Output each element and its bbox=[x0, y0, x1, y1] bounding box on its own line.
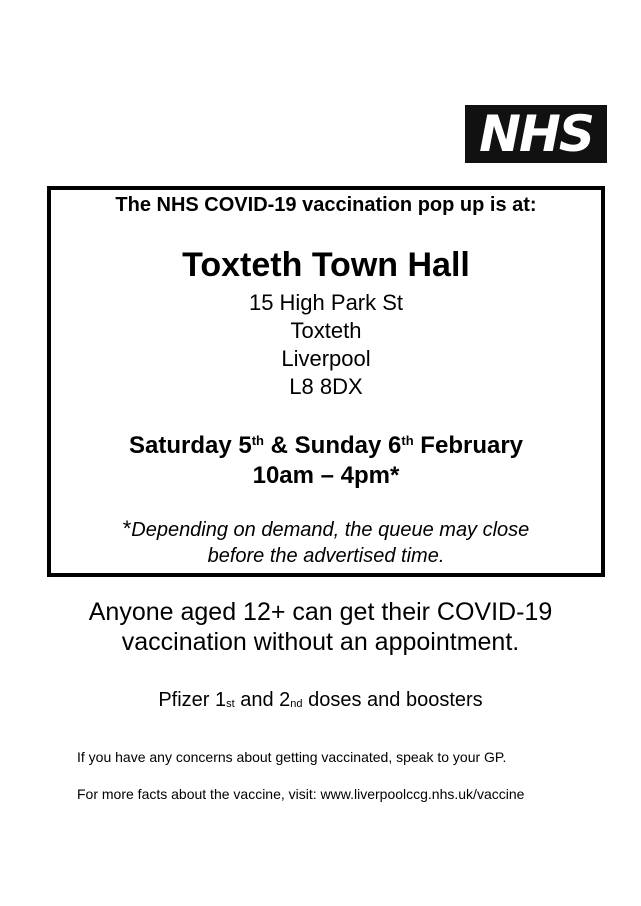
walkin-message bbox=[0, 597, 641, 657]
event-day1: Saturday 5 bbox=[128, 431, 252, 459]
doses-suffix: doses and boosters bbox=[302, 689, 483, 711]
doses-sub-first: st bbox=[226, 698, 235, 711]
vaccination-info-box bbox=[47, 186, 605, 577]
doses-info bbox=[0, 689, 641, 712]
nhs-logo bbox=[465, 105, 607, 163]
doses-sub-second: nd bbox=[290, 698, 303, 711]
note-line-1: Depending on demand, the queue may close bbox=[131, 519, 530, 541]
walkin-line-2: vaccination without an appointment. bbox=[121, 628, 520, 656]
vaccine-facts-link-text: For more facts about the vaccine, visit: www.liverpoolccg.nhs.uk/vaccine bbox=[77, 786, 525, 802]
doses-mid: and 2 bbox=[234, 689, 291, 711]
event-dates bbox=[51, 426, 601, 491]
queue-note bbox=[51, 516, 601, 569]
intro-heading: The NHS COVID-19 vaccination pop up is at: bbox=[115, 194, 537, 216]
event-day2: & Sunday 6 bbox=[263, 431, 402, 459]
doses-prefix: Pfizer 1 bbox=[158, 689, 227, 711]
note-line-2: before the advertised time. bbox=[207, 545, 445, 567]
event-month: February bbox=[413, 431, 524, 459]
walkin-line-1: Anyone aged 12+ can get their COVID-19 bbox=[88, 598, 553, 626]
note-asterisk: * bbox=[122, 516, 132, 541]
gp-advice: If you have any concerns about getting vaccinated, speak to your GP. bbox=[77, 749, 507, 765]
venue-name: Toxteth Town Hall bbox=[182, 246, 470, 284]
event-day1-suffix: th bbox=[251, 433, 264, 448]
address-line-district: Toxteth bbox=[290, 318, 362, 343]
event-days bbox=[51, 426, 601, 461]
event-day2-suffix: th bbox=[401, 433, 414, 448]
address-line-postcode: L8 8DX bbox=[289, 374, 363, 399]
venue-address bbox=[51, 289, 601, 401]
address-line-city: Liverpool bbox=[281, 346, 371, 371]
nhs-logo-text: NHS bbox=[479, 105, 593, 163]
event-time: 10am – 4pm* bbox=[252, 461, 400, 489]
address-line-street: 15 High Park St bbox=[248, 290, 404, 315]
